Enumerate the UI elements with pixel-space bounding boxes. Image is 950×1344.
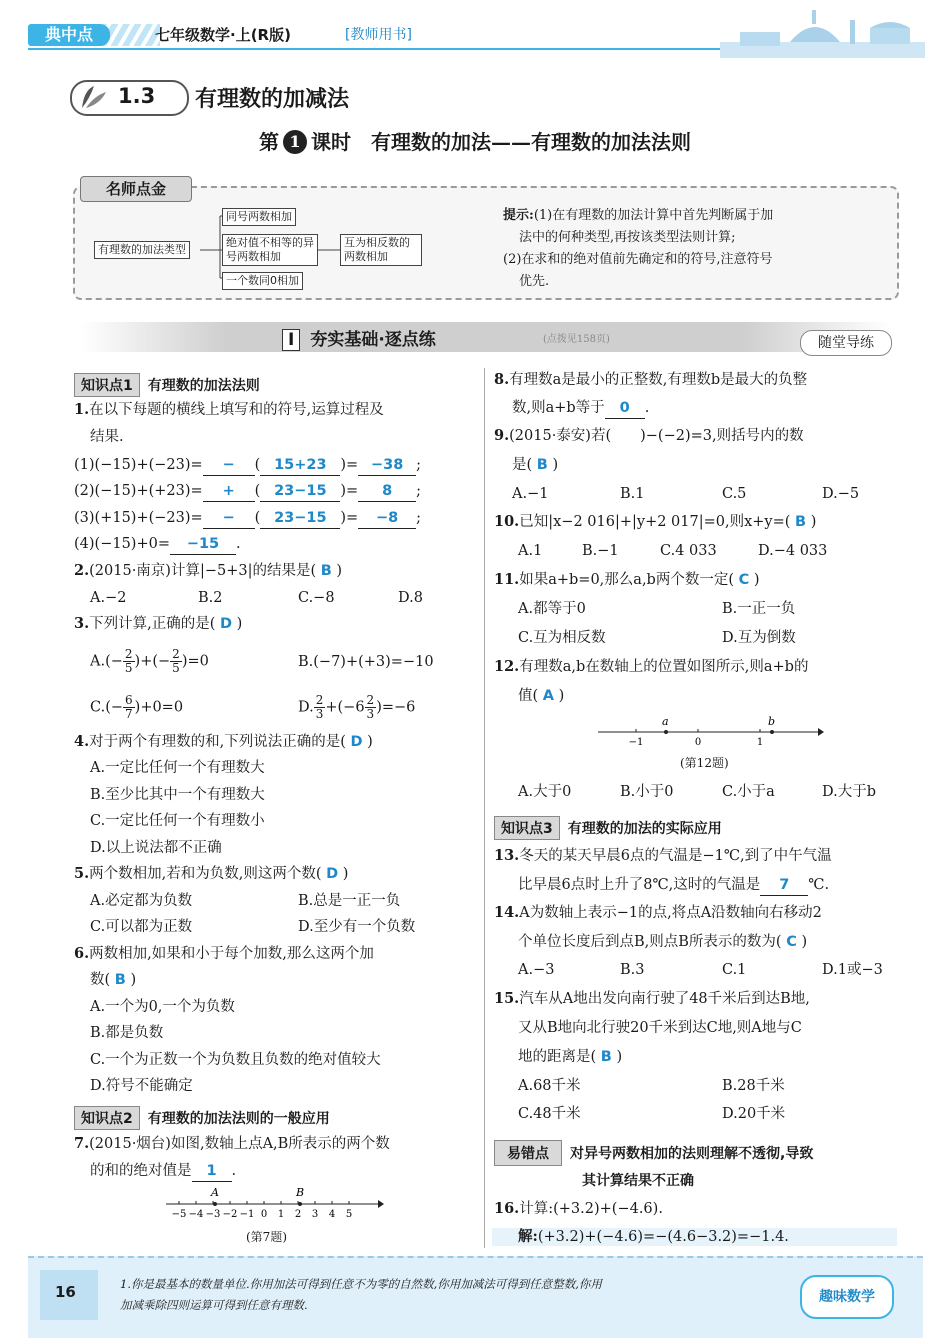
knowledge-point-3: 知识点3 有理数的加法的实际应用 [494, 816, 722, 840]
q14-stem-cont: 个单位长度后到点B,则点B所表示的数为( C ) [518, 934, 808, 950]
page-number: 16 [55, 1283, 76, 1301]
q16-stem: 16.计算:(+3.2)+(−4.6). [494, 1200, 663, 1217]
column-divider [484, 368, 485, 1248]
q12-point-b [770, 730, 774, 734]
q8-stem: 8.有理数a是最小的正整数,有理数b是最大的负整 [494, 371, 808, 388]
q3-stem: 3.下列计算,正确的是( D ) [74, 615, 243, 632]
q11-opt-a: A.都等于0 [518, 601, 586, 617]
q10-opt-a: A.1 [518, 543, 543, 559]
q15-stem-cont: 又从B地向北行驶20千米到达C地,则A地与C [518, 1020, 802, 1036]
q4-opt-c: C.一定比任何一个有理数小 [90, 813, 265, 829]
q11-stem: 11.如果a+b=0,那么a,b两个数一定( C ) [494, 571, 760, 588]
lesson-number: 1 [283, 130, 307, 154]
q7-tick-label: 3 [311, 1209, 319, 1220]
leaf-icon [78, 84, 110, 110]
q2-opt-d: D.8 [398, 590, 423, 606]
q7-tick-label: 0 [260, 1209, 268, 1220]
q16-solution: 解:(+3.2)+(−4.6)=−(4.6−3.2)=−1.4. [518, 1228, 789, 1245]
knowledge-point-1: 知识点1 有理数的加法法则 [74, 373, 260, 397]
q3-opt-a: A.(− $\frac{2}{5}$ )+(− $\frac{2}{5}$ )=0 [90, 647, 209, 675]
practice-ref: (点拨见158页) [543, 334, 610, 345]
q12-opt-b: B.小于0 [620, 784, 674, 800]
q10-opt-d: D.−4 033 [758, 543, 828, 559]
q4-opt-d: D.以上说法都不正确 [90, 840, 222, 856]
q5-opt-c: C.可以都为正数 [90, 919, 193, 935]
q14-opt-b: B.3 [620, 962, 645, 978]
q1-stem: 1.在以下每题的横线上填写和的符号,运算过程及 [74, 401, 384, 418]
q10-stem: 10.已知|x−2 016|+|y+2 017|=0,则x+y=( B ) [494, 513, 817, 530]
teacher-tips-box [73, 186, 899, 300]
q7-stem: 7.(2015·烟台)如图,数轴上点A,B所表示的两个数 [74, 1135, 390, 1152]
book-edition: [教师用书] [345, 27, 412, 43]
q7-tick-label: 2 [294, 1209, 302, 1220]
q1-row-2: (2)(−15)+(+23)= + ( 23−15 )= 8 ; [74, 481, 421, 502]
q12-number-line [596, 714, 824, 748]
q12-tick-label: 1 [756, 737, 764, 748]
q13-stem-cont: 比早晨6点时上升了8℃,这时的气温是 7 ℃. [518, 875, 829, 896]
q14-opt-a: A.−3 [518, 962, 555, 978]
practice-title: Ⅰ 夯实基础·逐点练 [282, 325, 436, 350]
q9-stem: 9.(2015·泰安)若( )−(−2)=3,则括号内的数 [494, 427, 804, 444]
q12-opt-c: C.小于a [722, 784, 775, 800]
q6-opt-b: B.都是负数 [90, 1025, 164, 1041]
q1-row-1: (1)(−15)+(−23)= − ( 15+23 )= −38 ; [74, 455, 421, 476]
footnote-line-2: 加减乘除四则运算可得到任意有理数. [120, 1298, 308, 1312]
q12-stem: 12.有理数a,b在数轴上的位置如图所示,则a+b的 [494, 658, 809, 675]
q2-opt-b: B.2 [198, 590, 223, 606]
q7-tick-label: −4 [188, 1209, 204, 1220]
drill-tag: 随堂导练 [800, 330, 892, 356]
q14-stem: 14.A为数轴上表示−1的点,将点A沿数轴向右移动2 [494, 904, 822, 921]
q15-opt-a: A.68千米 [518, 1078, 581, 1094]
knowledge-point-2: 知识点2 有理数的加法法则的一般应用 [74, 1106, 330, 1130]
q12-tick-label: 0 [694, 737, 702, 748]
q7-label-b: B [296, 1186, 305, 1199]
diagram-opposites: 互为相反数的两数相加 [340, 234, 422, 266]
q15-opt-d: D.20千米 [722, 1106, 786, 1122]
q12-stem-cont: 值( A ) [518, 688, 565, 704]
q7-stem-cont: 的和的绝对值是 1 . [90, 1161, 236, 1182]
section-title: 有理数的加减法 [195, 86, 350, 112]
q10-opt-c: C.4 033 [660, 543, 717, 559]
q11-opt-d: D.互为倒数 [722, 630, 796, 646]
q13-stem: 13.冬天的某天早晨6点的气温是−1℃,到了中午气温 [494, 847, 832, 864]
q12-label-a: a [662, 715, 669, 728]
q4-opt-a: A.一定比任何一个有理数大 [90, 760, 265, 776]
q6-opt-a: A.一个为0,一个为负数 [90, 999, 235, 1015]
q5-opt-a: A.必定都为负数 [90, 893, 193, 909]
diagram-same-sign: 同号两数相加 [222, 208, 296, 226]
q11-opt-c: C.互为相反数 [518, 630, 606, 646]
q7-tick-label: 4 [328, 1209, 336, 1220]
q9-opt-b: B.1 [620, 486, 645, 502]
q7-tick-label: 1 [277, 1209, 285, 1220]
q7-tick-label: −1 [239, 1209, 255, 1220]
hint-line-3: (2)在求和的绝对值前先确定和的符号,注意符号 [503, 252, 773, 267]
q7-tick-label: 5 [345, 1209, 353, 1220]
fun-math-badge: 趣味数学 [800, 1275, 894, 1319]
q12-opt-d: D.大于b [822, 784, 876, 800]
diagram-diff-sign: 绝对值不相等的异号两数相加 [222, 234, 318, 266]
q8-stem-cont: 数,则a+b等于 0 . [512, 398, 649, 419]
header-rule [28, 48, 728, 50]
q6-opt-d: D.符号不能确定 [90, 1078, 193, 1094]
book-title: 七年级数学·上(R版) [155, 26, 291, 44]
hint-line-1: 提示:(1)在有理数的加法计算中首先判断属于加 [503, 208, 774, 223]
tips-label: 名师点金 [80, 176, 192, 202]
q12-caption: (第12题) [680, 756, 729, 770]
q4-stem: 4.对于两个有理数的和,下列说法正确的是( D ) [74, 733, 373, 750]
q15-stem-cont-2: 地的距离是( B ) [518, 1049, 623, 1065]
q5-opt-b: B.总是一正一负 [298, 893, 401, 909]
diagram-with-zero: 一个数同0相加 [222, 272, 303, 290]
q12-tick-label: −1 [628, 737, 644, 748]
q15-stem: 15.汽车从A地出发向南行驶了48千米后到达B地, [494, 990, 810, 1007]
q6-stem: 6.两数相加,如果和小于每个加数,那么这两个加 [74, 945, 374, 962]
practice-banner [80, 322, 890, 352]
q12-label-b: b [768, 715, 776, 728]
q5-opt-d: D.至少有一个负数 [298, 919, 416, 935]
q15-opt-c: C.48千米 [518, 1106, 581, 1122]
hint-line-4: 优先. [519, 274, 550, 289]
common-error-point: 易错点 对异号两数相加的法则理解不透彻,导致 [494, 1140, 813, 1166]
footnote-line-1: 1.你是最基本的数量单位.你用加法可得到任意不为零的自然数,你用加减法可得到任意整数,你用 [120, 1277, 602, 1291]
q11-opt-b: B.一正一负 [722, 601, 796, 617]
q7-caption: (第7题) [246, 1230, 287, 1244]
lesson-title: 第 1 课时 有理数的加法——有理数的加法法则 [259, 130, 691, 154]
q10-opt-b: B.−1 [582, 543, 619, 559]
q3-opt-b: B.(−7)+(+3)=−10 [298, 654, 434, 670]
q2-opt-a: A.−2 [90, 590, 127, 606]
q15-opt-b: B.28千米 [722, 1078, 785, 1094]
q2-opt-c: C.−8 [298, 590, 335, 606]
q9-opt-a: A.−1 [512, 486, 549, 502]
q9-opt-c: C.5 [722, 486, 747, 502]
section-number: 1.3 [118, 84, 156, 108]
q2-stem: 2.(2015·南京)计算|−5+3|的结果是( B ) [74, 562, 343, 579]
q14-opt-c: C.1 [722, 962, 747, 978]
q12-point-a [664, 730, 668, 734]
q6-opt-c: C.一个为正数一个为负数且负数的绝对值较大 [90, 1052, 381, 1068]
q7-point-a [213, 1202, 217, 1206]
q7-tick-label: −5 [171, 1209, 187, 1220]
q7-tick-label: −2 [222, 1209, 238, 1220]
skyline-illustration [720, 6, 925, 58]
q1-row-3: (3)(+15)+(−23)= − ( 23−15 )= −8 ; [74, 508, 421, 529]
q6-stem-cont: 数( B ) [90, 972, 137, 988]
q1-row-4: (4)(−15)+0= −15 . [74, 534, 241, 555]
q4-opt-b: B.至少比其中一个有理数大 [90, 787, 265, 803]
q7-number-line [162, 1184, 384, 1222]
q3-opt-d: D. $\frac{2}{3}$ +(−6 $\frac{2}{3}$ )=−6 [298, 693, 416, 721]
brand-logo: 典中点 [28, 24, 110, 46]
diagram-root: 有理数的加法类型 [94, 241, 190, 259]
q12-opt-a: A.大于0 [518, 784, 572, 800]
q7-tick-label: −3 [205, 1209, 221, 1220]
q1-stem-cont: 结果. [90, 429, 124, 445]
q7-label-a: A [211, 1186, 219, 1199]
q9-stem-cont: 是( B ) [512, 457, 559, 473]
q3-opt-c: C.(− $\frac{6}{7}$ )+0=0 [90, 693, 184, 721]
q14-opt-d: D.1或−3 [822, 962, 883, 978]
q9-opt-d: D.−5 [822, 486, 860, 502]
hint-line-2: 法中的何种类型,再按该类型法则计算; [519, 230, 736, 245]
q5-stem: 5.两个数相加,若和为负数,则这两个数( D ) [74, 865, 349, 882]
common-error-cont: 其计算结果不正确 [582, 1173, 694, 1189]
q7-point-b [298, 1202, 302, 1206]
